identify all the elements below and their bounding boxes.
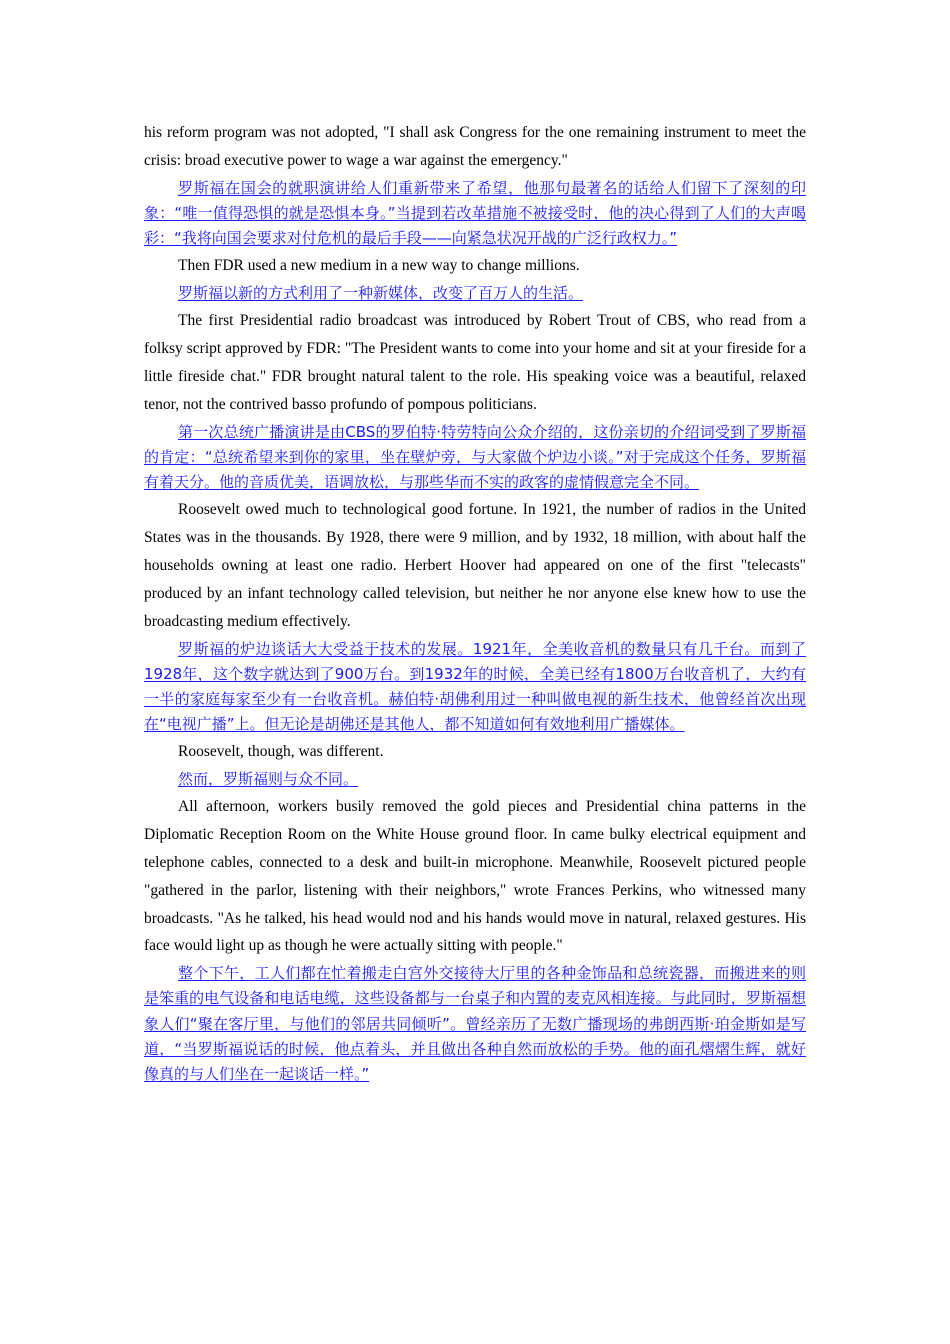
english-paragraph: Then FDR used a new medium in a new way to change millions. [178,257,580,275]
english-paragraph: his reform program was not adopted, "I shall ask Congress for the one remaining instrument to meet the crisis: broad executive power to wage a war against the emergency." [144,124,806,169]
english-paragraph: The first Presidential radio broadcast was introduced by Robert Trout of CBS, who read from a folksy script approved by FDR: "The President wants to come into your home and sit at your fireside for a little fireside chat." FDR brought natural talent to the role. His speaking voice was a beautiful, relaxed tenor, not the contrived basso profundo of pompous politicians. [144,312,806,413]
translation-text: 罗斯福以新的方式利用了一种新媒体，改变了百万人的生活。 [178,284,584,302]
document-body [144,119,806,1088]
translation-text: 罗斯福在国会的就职演讲给人们重新带来了希望，他那句最著名的话给人们留下了深刻的印象：“唯一值得恐惧的就是恐惧本身。”当提到若改革措施不被接受时，他的决心得到了人们的大声喝彩：“我将向国会要求对付危机的最后手段——向紧急状况开战的广泛行政权力。” [144,178,806,247]
english-paragraph: Roosevelt owed much to technological good fortune. In 1921, the number of radios in the United States was in the thousands. By 1928, there were 9 million, and by 1932, 18 million, with about half the households owning at least one radio. Herbert Hoover had appeared on one of the first "telecasts" produced by an infant technology called television, but neither he nor anyone else knew how to use the broadcasting medium effectively. [144,501,806,630]
chinese-translation-paragraph [144,637,806,737]
translation-text: 整个下午，工人们都在忙着搬走白宫外交接待大厅里的各种金饰品和总统瓷器，而搬进来的则是笨重的电气设备和电话电缆，这些设备都与一台桌子和内置的麦克风相连接。与此同时，罗斯福想象人们“聚在客厅里，与他们的邻居共同倾听”。曾经亲历了无数广播现场的弗朗西斯·珀金斯如是写道，“当罗斯福说话的时候，他点着头，并且做出各种自然而放松的手势。他的面孔熠熠生辉，就好像真的与人们坐在一起谈话一样。” [144,964,806,1083]
english-paragraph: All afternoon, workers busily removed the gold pieces and Presidential china patterns in the Diplomatic Reception Room on the White House ground floor. In came bulky electrical equipment and telephone cables, connected to a desk and built-in microphone. Meanwhile, Roosevelt pictured people "gathered in the parlor, listening with their neighbors," wrote Frances Perkins, who witnessed many broadcasts. "As he talked, his head would nod and his hands would move in natural, relaxed gestures. His face would light up as though he were actually sitting with people." [144,797,806,955]
english-paragraph: Roosevelt, though, was different. [178,742,384,760]
chinese-translation-paragraph [144,767,806,792]
chinese-translation-paragraph [144,176,806,251]
translation-text: 然而，罗斯福则与众不同。 [178,769,359,788]
chinese-translation-paragraph [144,281,806,306]
translation-text: 第一次总统广播演讲是由CBS的罗伯特·特劳特向公众介绍的，这份亲切的介绍词受到了罗斯福的肯定：“总统希望来到你的家里，坐在壁炉旁，与大家做个炉边小谈。”对于完成这个任务，罗斯福有着天分。他的音质优美，语调放松，与那些华而不实的政客的虚情假意完全不同。 [144,422,806,491]
chinese-translation-paragraph [144,420,806,495]
translation-text: 罗斯福的炉边谈话大大受益于技术的发展。1921年，全美收音机的数量只有几千台。而到了1928年，这个数字就达到了900万台。到1932年的时候，全美已经有1800万台收音机了，大约有一半的家庭每家至少有一台收音机。赫伯特·胡佛利用过一种叫做电视的新生技术，他曾经首次出现在“电视广播”上。但无论是胡佛还是其他人，都不知道如何有效地利用广播媒体。 [144,639,806,733]
chinese-translation-paragraph [144,961,806,1086]
